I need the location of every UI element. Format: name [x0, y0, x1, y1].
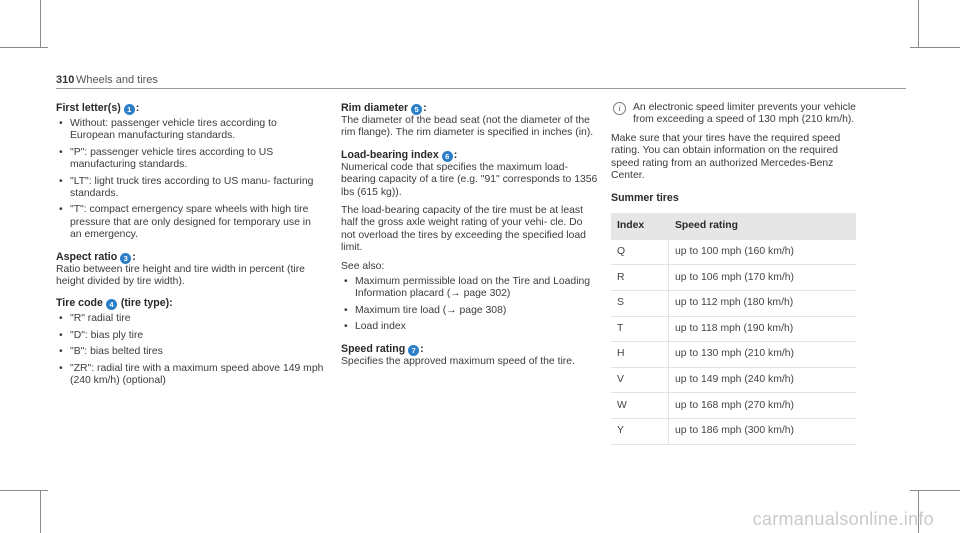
index-cell: R	[611, 265, 669, 291]
list-item: • "B": bias belted tires	[59, 346, 163, 358]
list-item: • "R" radial tire	[59, 313, 131, 325]
table-row	[611, 265, 856, 291]
index-cell: T	[611, 316, 669, 342]
load-index-heading: Load-bearing index 6 :	[341, 148, 458, 161]
column-2	[341, 102, 599, 368]
bullet-icon: •	[59, 146, 63, 158]
index-cell: S	[611, 291, 669, 317]
crop-mark	[40, 0, 41, 48]
number-badge-4: 4	[106, 299, 117, 310]
index-cell: Y	[611, 419, 669, 445]
number-badge-3: 3	[120, 253, 131, 264]
table-row	[611, 291, 856, 317]
list-item: • Without: passenger vehicle tires according to European manufacturing standards.	[59, 118, 277, 142]
first-letters-list	[56, 118, 324, 242]
list-item: • "ZR": radial tire with a maximum speed above 149 mph (240 km/h) (optional)	[59, 362, 324, 387]
speed-cell: up to 118 mph (190 km/h)	[669, 316, 857, 342]
table-header-row	[611, 213, 856, 240]
table-title: Summer tires	[611, 192, 679, 205]
watermark: carmanualsonline.info	[752, 509, 934, 529]
speed-cell: up to 168 mph (270 km/h)	[669, 393, 857, 419]
table-row	[611, 316, 856, 342]
speed-rating-text: Specifies the approved maximum speed of the tire.	[341, 355, 575, 367]
speed-rating-heading: Speed rating 7 :	[341, 342, 424, 355]
bullet-icon: •	[59, 204, 63, 216]
list-item: • "T": compact emergency spare wheels with high tire pressure that are only designed for temporary use in an emergency.	[59, 204, 311, 241]
crop-mark	[0, 47, 48, 48]
column-3	[611, 102, 867, 445]
column-1	[56, 102, 324, 392]
crop-mark	[910, 47, 960, 48]
see-also-list	[341, 276, 599, 334]
info-icon: i	[613, 102, 626, 115]
speed-cell: up to 186 mph (300 km/h)	[669, 419, 857, 445]
see-also: See also:	[341, 260, 385, 272]
tire-code-heading: Tire code 4 (tire type):	[56, 297, 173, 310]
tire-code-list	[56, 313, 324, 387]
speed-cell: up to 106 mph (170 km/h)	[669, 265, 857, 291]
column-header-speed-rating: Speed rating	[669, 213, 857, 240]
rim-diameter-text: The diameter of the bead seat (not the diameter of the rim flange). The rim diameter is specified in inches (in).	[341, 115, 594, 139]
crop-mark	[918, 0, 919, 48]
section-title: Wheels and tires	[76, 74, 158, 86]
table-row	[611, 240, 856, 265]
rim-diameter-heading: Rim diameter 5 :	[341, 102, 427, 114]
speed-cell: up to 149 mph (240 km/h)	[669, 367, 857, 393]
index-cell: Q	[611, 240, 669, 265]
bullet-icon: •	[59, 175, 63, 187]
speed-cell: up to 100 mph (160 km/h)	[669, 240, 857, 265]
aspect-ratio-text: Ratio between tire height and tire width in percent (tire height divided by tire width).	[56, 263, 305, 288]
bullet-icon: •	[59, 118, 63, 129]
speed-cell: up to 112 mph (180 km/h)	[669, 291, 857, 317]
bullet-icon: •	[59, 329, 63, 341]
crop-mark	[40, 490, 41, 533]
table-row	[611, 367, 856, 393]
bullet-icon: •	[59, 346, 63, 358]
table-row	[611, 342, 856, 368]
list-item: • "LT": light truck tires according to US manu- facturing standards.	[59, 175, 314, 200]
list-item[interactable]: • Maximum permissible load on the Tire and Loading Information placard (→ page 302)	[344, 276, 591, 300]
load-index-text: Numerical code that specifies the maximum load- bearing capacity of a tire (e.g. "91" corresponds to 1356 lbs (615 kg)).	[341, 161, 598, 198]
list-item: • "P": passenger vehicle tires according to US manufacturing standards.	[59, 146, 274, 171]
number-badge-5: 5	[411, 104, 422, 115]
aspect-ratio-heading: Aspect ratio 3 :	[56, 250, 136, 263]
summer-tires-table	[611, 213, 856, 445]
load-index-text-2: The load-bearing capacity of the tire must be at least half the gross axle weight rating of your vehi- cle. Do not overload the tires by exceeding the specified load limit.	[341, 205, 586, 254]
first-letters-heading: First letter(s) 1 :	[56, 102, 140, 114]
index-cell: V	[611, 367, 669, 393]
crop-mark	[910, 490, 960, 491]
number-badge-6: 6	[442, 151, 453, 162]
table-row	[611, 393, 856, 419]
bullet-icon: •	[59, 313, 63, 325]
page-number: 310	[56, 74, 75, 86]
crop-mark	[0, 490, 48, 491]
list-item[interactable]: • Maximum tire load (→ page 308)	[344, 304, 507, 316]
info-note: i An electronic speed limiter prevents your vehicle from exceeding a speed of 130 mph (210 km/h).	[611, 102, 867, 127]
speed-cell: up to 130 mph (210 km/h)	[669, 342, 857, 368]
speed-rating-advice: Make sure that your tires have the required speed rating. You can obtain information on the required speed rating from an authorized Mercedes-Benz Center.	[611, 132, 841, 182]
column-header-index: Index	[611, 213, 669, 240]
table-row	[611, 419, 856, 445]
list-item: • Load index	[344, 321, 406, 333]
number-badge-7: 7	[408, 345, 419, 356]
bullet-icon: •	[59, 362, 63, 374]
bullet-icon: •	[344, 321, 348, 333]
index-cell: H	[611, 342, 669, 368]
number-badge-1: 1	[124, 104, 135, 115]
bullet-icon: •	[344, 304, 348, 316]
list-item: • "D": bias ply tire	[59, 329, 144, 341]
index-cell: W	[611, 393, 669, 419]
header-rule	[56, 88, 906, 89]
page-header	[56, 74, 906, 92]
bullet-icon: •	[344, 276, 348, 288]
